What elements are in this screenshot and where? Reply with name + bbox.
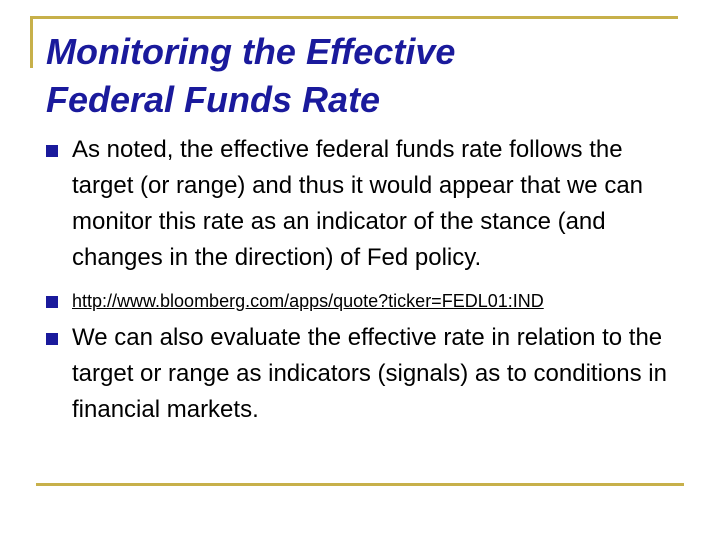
slide-title-line-2: Federal Funds Rate — [46, 79, 381, 120]
list-item — [46, 132, 686, 276]
bottom-decorative-rule — [36, 483, 684, 486]
bloomberg-link[interactable]: http://www.bloomberg.com/apps/quote?ticker=FEDL01:IND — [72, 291, 544, 311]
square-bullet-icon — [46, 333, 58, 345]
slide-title-line-1: Monitoring the Effective — [46, 31, 456, 72]
left-decorative-rule — [30, 16, 33, 68]
slide-title — [46, 28, 455, 124]
bullet-text: As noted, the effective federal funds rate follows the target (or range) and thus it would appear that we can monitor this rate as an indicator of the stance (and changes in the direction) of Fed policy. — [72, 136, 644, 271]
square-bullet-icon — [46, 296, 58, 308]
list-item — [46, 288, 686, 314]
bullet-text: We can also evaluate the effective rate in relation to the target or range as indicators (signals) as to conditions in financial markets. — [72, 324, 667, 423]
square-bullet-icon — [46, 145, 58, 157]
list-item — [46, 320, 686, 428]
bullet-list — [46, 132, 686, 428]
top-decorative-rule — [30, 16, 678, 19]
